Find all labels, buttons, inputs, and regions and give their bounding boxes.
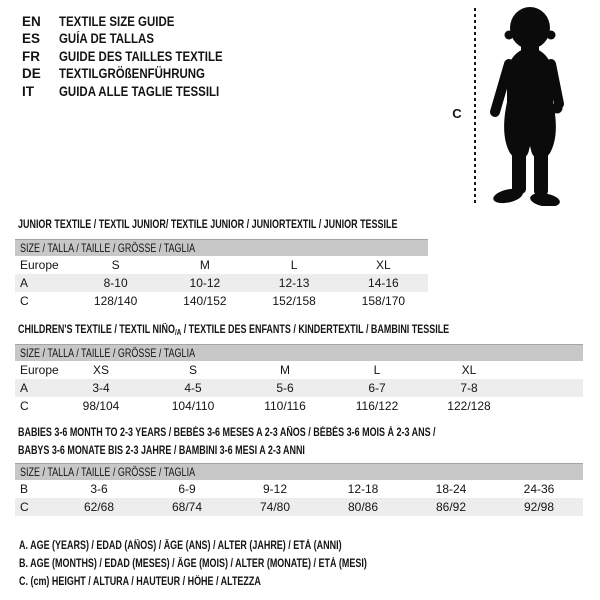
table-cell: 10-12 [189, 276, 221, 290]
table-cell: 80/86 [347, 500, 379, 514]
guide-title-es: GUÍA DE TALLAS [59, 31, 154, 47]
junior-size-table [15, 239, 428, 310]
table-row [15, 361, 583, 379]
table-cell: 8-10 [103, 276, 128, 290]
table-cell: 128/140 [93, 294, 138, 308]
size-header-bar [15, 463, 583, 480]
table-cell: 122/128 [447, 399, 491, 413]
table-cell: 4-5 [184, 381, 202, 395]
table-cell: 3-6 [90, 482, 108, 496]
row-label: Europe [20, 258, 59, 272]
junior-section-title: JUNIOR TEXTILE / TEXTIL JUNIOR/ TEXTILE JUNIOR / JUNIORTEXTIL / JUNIOR TESSILE [18, 219, 398, 231]
table-cell: XL [461, 363, 477, 377]
table-cell: 86/92 [435, 500, 467, 514]
size-header-label: SIZE / TALLA / TAILLE / GRÖSSE / TAGLIA [20, 346, 196, 360]
legend-footnotes [19, 537, 465, 592]
footnote-height-cm: C. (cm) HEIGHT / ALTURA / HAUTEUR / HÖHE / ALTEZZA [19, 576, 261, 589]
guide-title-fr: GUIDE DES TAILLES TEXTILE [59, 48, 223, 64]
table-cell: 5-6 [276, 381, 294, 395]
size-header-bar [15, 239, 428, 256]
table-cell: 12-13 [278, 276, 310, 290]
table-cell: 116/122 [355, 399, 399, 413]
table-cell: 98/104 [82, 399, 120, 413]
height-measure-label: C [452, 106, 462, 121]
table-cell: 18-24 [435, 482, 467, 496]
table-cell: S [111, 258, 120, 272]
lang-row-fr [22, 48, 252, 65]
table-cell: 110/116 [264, 399, 306, 413]
table-row [15, 397, 583, 415]
table-cell: 158/170 [361, 294, 406, 308]
table-row [15, 379, 583, 397]
lang-row-es [22, 30, 252, 47]
table-cell: XS [92, 363, 109, 377]
children-section-title: CHILDREN'S TEXTILE / TEXTIL $NIÑO_{/A}$ / TEXTILE DES ENFANTS / KINDERTEXTIL / BAMBINI TESSILE [18, 324, 450, 337]
language-legend [22, 13, 252, 100]
baby-silhouette-icon [482, 6, 572, 206]
table-cell: XL [376, 258, 391, 272]
table-cell: 68/74 [171, 500, 203, 514]
table-row [15, 480, 583, 498]
lang-row-en [22, 13, 252, 30]
table-cell: 14-16 [368, 276, 399, 290]
row-label: B [20, 482, 29, 496]
table-cell: 7-8 [460, 381, 478, 395]
table-cell: 24-36 [523, 482, 555, 496]
lang-code: DE [22, 66, 41, 82]
size-header-bar [15, 344, 583, 361]
table-cell: 74/80 [259, 500, 291, 514]
lang-row-it [22, 83, 252, 100]
table-cell: L [373, 363, 381, 377]
lang-code: EN [22, 14, 41, 29]
row-label: C [20, 500, 29, 514]
table-cell: M [280, 363, 290, 377]
babies-section-title: BABIES 3-6 MONTH TO 2-3 YEARS / BEBÉS 3-6 MESES A 2-3 AÑOS / BÉBÉS 3-6 MOIS À 2-3 ANS / BABYS 3-6 MONATE BIS 2-3 JAHRE / BAMBINI 3-6 MESI A 2-3 ANNI [18, 427, 436, 457]
table-cell: 152/158 [272, 294, 316, 308]
size-header-label: SIZE / TALLA / TAILLE / GRÖSSE / TAGLIA [20, 241, 196, 255]
table-cell: 3-4 [92, 381, 110, 395]
row-label: C [20, 294, 29, 308]
height-dashed-line [474, 8, 476, 206]
table-cell: 140/152 [183, 294, 227, 308]
table-cell: 12-18 [347, 482, 379, 496]
table-cell: 6-9 [178, 482, 196, 496]
table-cell: M [199, 258, 210, 272]
table-cell: 62/68 [83, 500, 115, 514]
footnote-age-months: B. AGE (MONTHS) / EDAD (MESES) / ÂGE (MOIS) / ALTER (MONATE) / ETÀ (MESI) [19, 558, 367, 571]
row-label: A [20, 276, 29, 290]
babies-size-table [15, 463, 583, 516]
guide-title-en: TEXTILE SIZE GUIDE [59, 14, 175, 29]
children-size-table [15, 344, 583, 415]
table-cell: 9-12 [262, 482, 288, 496]
lang-code: FR [22, 48, 40, 64]
lang-code: IT [22, 83, 34, 99]
row-label: A [20, 381, 29, 395]
row-label: Europe [20, 363, 59, 377]
guide-title-de: TEXTILGRÖßENFÜHRUNG [59, 66, 205, 82]
row-label: C [20, 399, 29, 413]
table-cell: 104/110 [171, 399, 215, 413]
guide-title-it: GUIDA ALLE TAGLIE TESSILI [59, 83, 220, 99]
lang-code: ES [22, 31, 41, 47]
table-row [15, 256, 428, 274]
table-row [15, 274, 428, 292]
footnote-age-years: A. AGE (YEARS) / EDAD (AÑOS) / ÂGE (ANS) / ALTER (JAHRE) / ETÀ (ANNI) [19, 540, 342, 552]
lang-row-de [22, 65, 252, 82]
size-header-label: SIZE / TALLA / TAILLE / GRÖSSE / TAGLIA [20, 465, 196, 479]
table-row [15, 498, 583, 516]
table-cell: L [290, 258, 298, 272]
nino-a-subscript: /A [174, 328, 182, 337]
table-row [15, 292, 428, 310]
table-cell: S [188, 363, 197, 377]
table-cell: 6-7 [368, 381, 386, 395]
table-cell: 92/98 [523, 500, 555, 514]
